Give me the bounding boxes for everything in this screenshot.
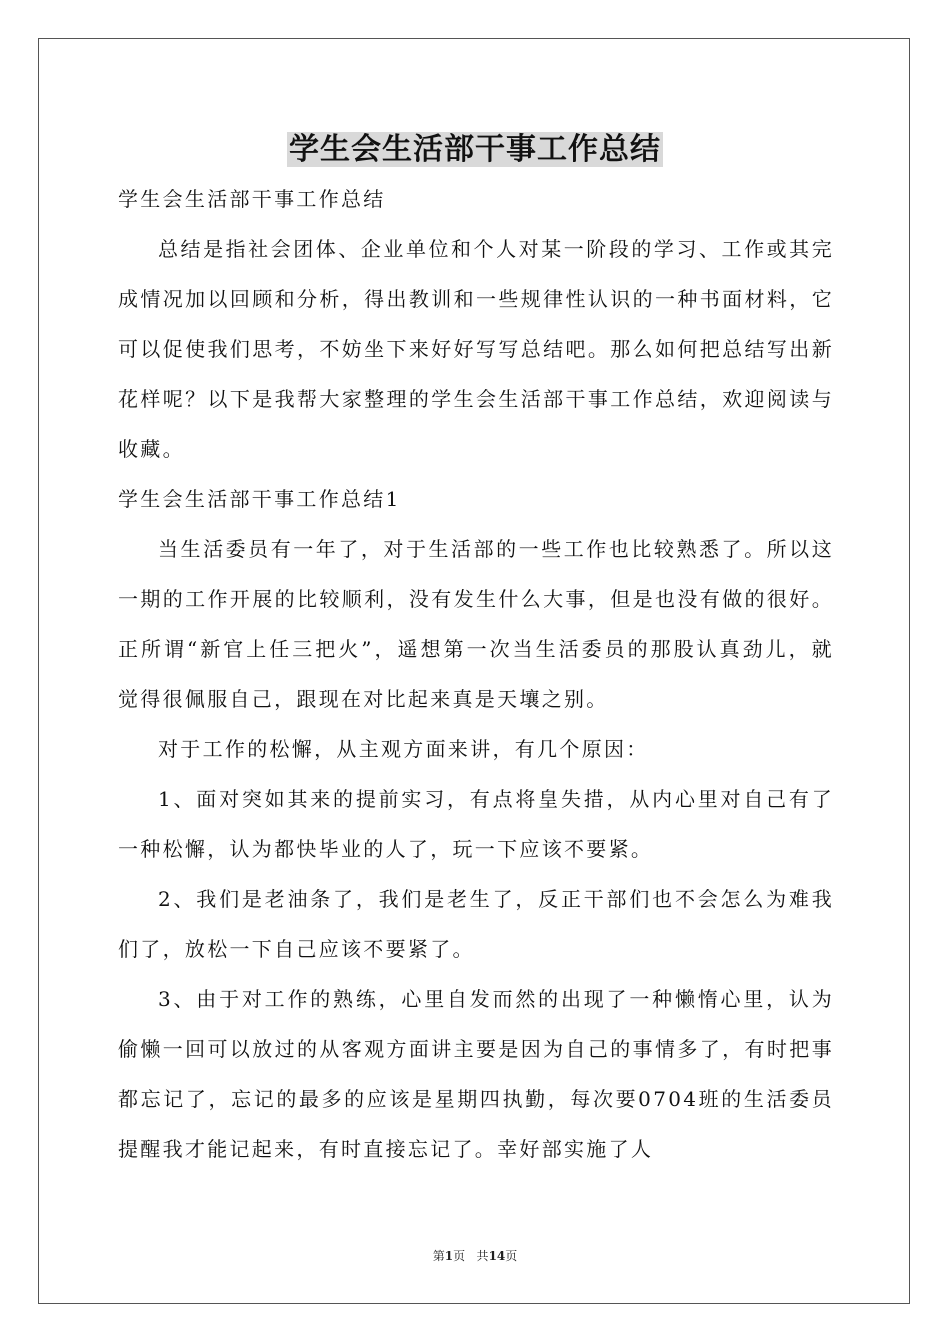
list-item-paragraph: 3、由于对工作的熟练，心里自发而然的出现了一种懒惰心里，认为偷懒一回可以放过的从客观方面讲主要是因为自己的事情多了，有时把事都忘记了，忘记的最多的应该是星期四执勤，每次要0704班的生活委员提醒我才能记起来，有时直接忘记了。幸好部实施了人 [118,987,834,1161]
total-prefix: 共 [476,1249,489,1263]
page-total: 14 [488,1249,506,1263]
document-body [118,174,834,1174]
section-heading: 学生会生活部干事工作总结1 [118,487,401,511]
list-item-paragraph: 1、面对突如其来的提前实习，有点将皇失措，从内心里对自己有了一种松懈，认为都快毕业的人了，玩一下应该不要紧。 [118,787,834,861]
page-prefix: 第 [432,1249,445,1263]
page-current: 1 [444,1249,454,1263]
document-title-text: 学生会生活部干事工作总结 [289,132,661,167]
body-paragraph: 当生活委员有一年了，对于生活部的一些工作也比较熟悉了。所以这一期的工作开展的比较顺利，没有发生什么大事，但是也没有做的很好。正所谓“新官上任三把火”，遥想第一次当生活委员的那股认真劲儿，就觉得很佩服自己，跟现在对比起来真是天壤之别。 [118,537,834,711]
intro-paragraph: 总结是指社会团体、企业单位和个人对某一阶段的学习、工作或其完成情况加以回顾和分析，得出教训和一些规律性认识的一种书面材料，它可以促使我们思考，不妨坐下来好好写写总结吧。那么如何把总结写出新花样呢？以下是我帮大家整理的学生会生活部干事工作总结，欢迎阅读与收藏。 [118,237,834,461]
document-title [0,128,950,172]
total-unit: 页 [505,1249,518,1263]
list-item-paragraph: 2、我们是老油条了，我们是老生了，反正干部们也不会怎么为难我们了，放松一下自己应该不要紧了。 [118,887,834,961]
body-paragraph: 对于工作的松懈，从主观方面来讲，有几个原因： [158,737,649,761]
page-footer [0,1247,950,1264]
document-subtitle: 学生会生活部干事工作总结 [118,187,386,211]
page-unit: 页 [453,1249,466,1263]
